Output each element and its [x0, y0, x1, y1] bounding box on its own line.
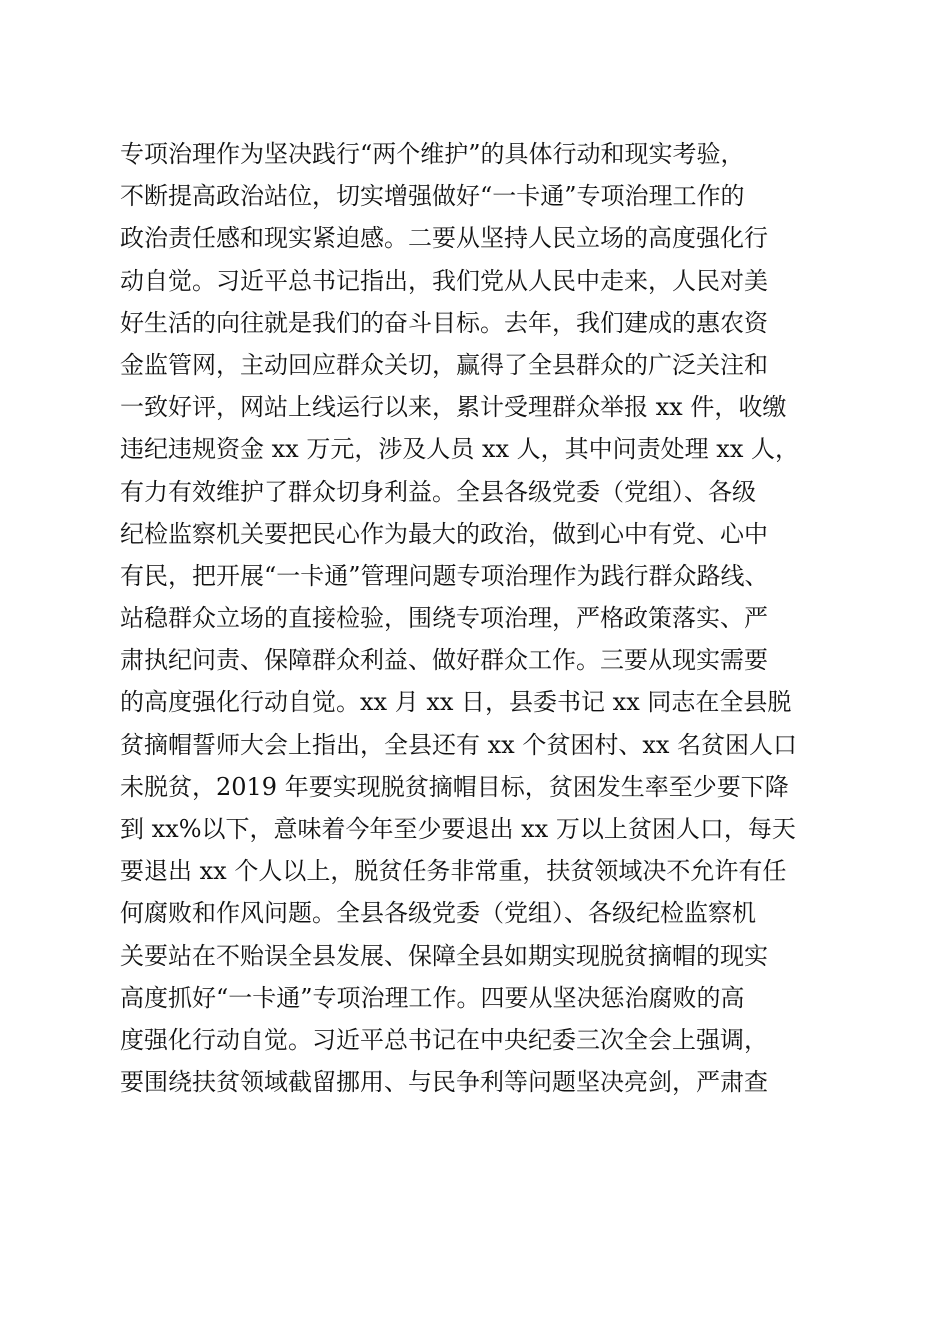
text-line: 一致好评，网站上线运行以来，累计受理群众举报 xx 件，收缴 [120, 393, 787, 422]
text-line: 何腐败和作风问题。全县各级党委（党组）、各级纪检监察机 [120, 899, 756, 928]
text-line: 的高度强化行动自觉。xx 月 xx 日，县委书记 xx 同志在全县脱 [120, 688, 792, 717]
text-line: 动自觉。习近平总书记指出，我们党从人民中走来，人民对美 [120, 266, 768, 295]
text-line: 关要站在不贻误全县发展、保障全县如期实现脱贫摘帽的现实 [120, 941, 768, 970]
text-line: 专项治理作为坚决践行“两个维护”的具体行动和现实考验， [120, 140, 745, 168]
text-line: 贫摘帽誓师大会上指出，全县还有 xx 个贫困村、xx 名贫困人口 [120, 730, 798, 759]
text-line: 有力有效维护了群众切身利益。全县各级党委（党组）、各级 [120, 477, 756, 506]
text-line: 纪检监察机关要把民心作为最大的政治，做到心中有党、心中 [120, 519, 768, 548]
text-line: 违纪违规资金 xx 万元，涉及人员 xx 人，其中问责处理 xx 人， [120, 435, 799, 464]
text-line: 度强化行动自觉。习近平总书记在中央纪委三次全会上强调， [120, 1025, 768, 1054]
text-line: 金监管网，主动回应群众关切，赢得了全县群众的广泛关注和 [120, 350, 768, 379]
text-line: 高度抓好“一卡通”专项治理工作。四要从坚决惩治腐败的高 [120, 983, 745, 1012]
text-line: 站稳群众立场的直接检验，围绕专项治理，严格政策落实、严 [120, 604, 768, 633]
text-line: 有民，把开展“一卡通”管理问题专项治理作为践行群众路线、 [120, 561, 769, 590]
body-text [120, 133, 840, 1103]
text-line: 好生活的向往就是我们的奋斗目标。去年，我们建成的惠农资 [120, 308, 768, 337]
text-line: 要围绕扶贫领域截留挪用、与民争利等问题坚决亮剑，严肃查 [120, 1068, 768, 1097]
text-line: 到 xx%以下，意味着今年至少要退出 xx 万以上贫困人口，每天 [120, 815, 796, 843]
text-line: 不断提高政治站位，切实增强做好“一卡通”专项治理工作的 [120, 182, 745, 211]
text-line: 政治责任感和现实紧迫感。二要从坚持人民立场的高度强化行 [120, 224, 768, 253]
text-line: 肃执纪问责、保障群众利益、做好群众工作。三要从现实需要 [120, 646, 768, 675]
text-line: 要退出 xx 个人以上，脱贫任务非常重，扶贫领域决不允许有任 [120, 857, 787, 886]
text-line: 未脱贫，2019 年要实现脱贫摘帽目标，贫困发生率至少要下降 [120, 772, 789, 801]
